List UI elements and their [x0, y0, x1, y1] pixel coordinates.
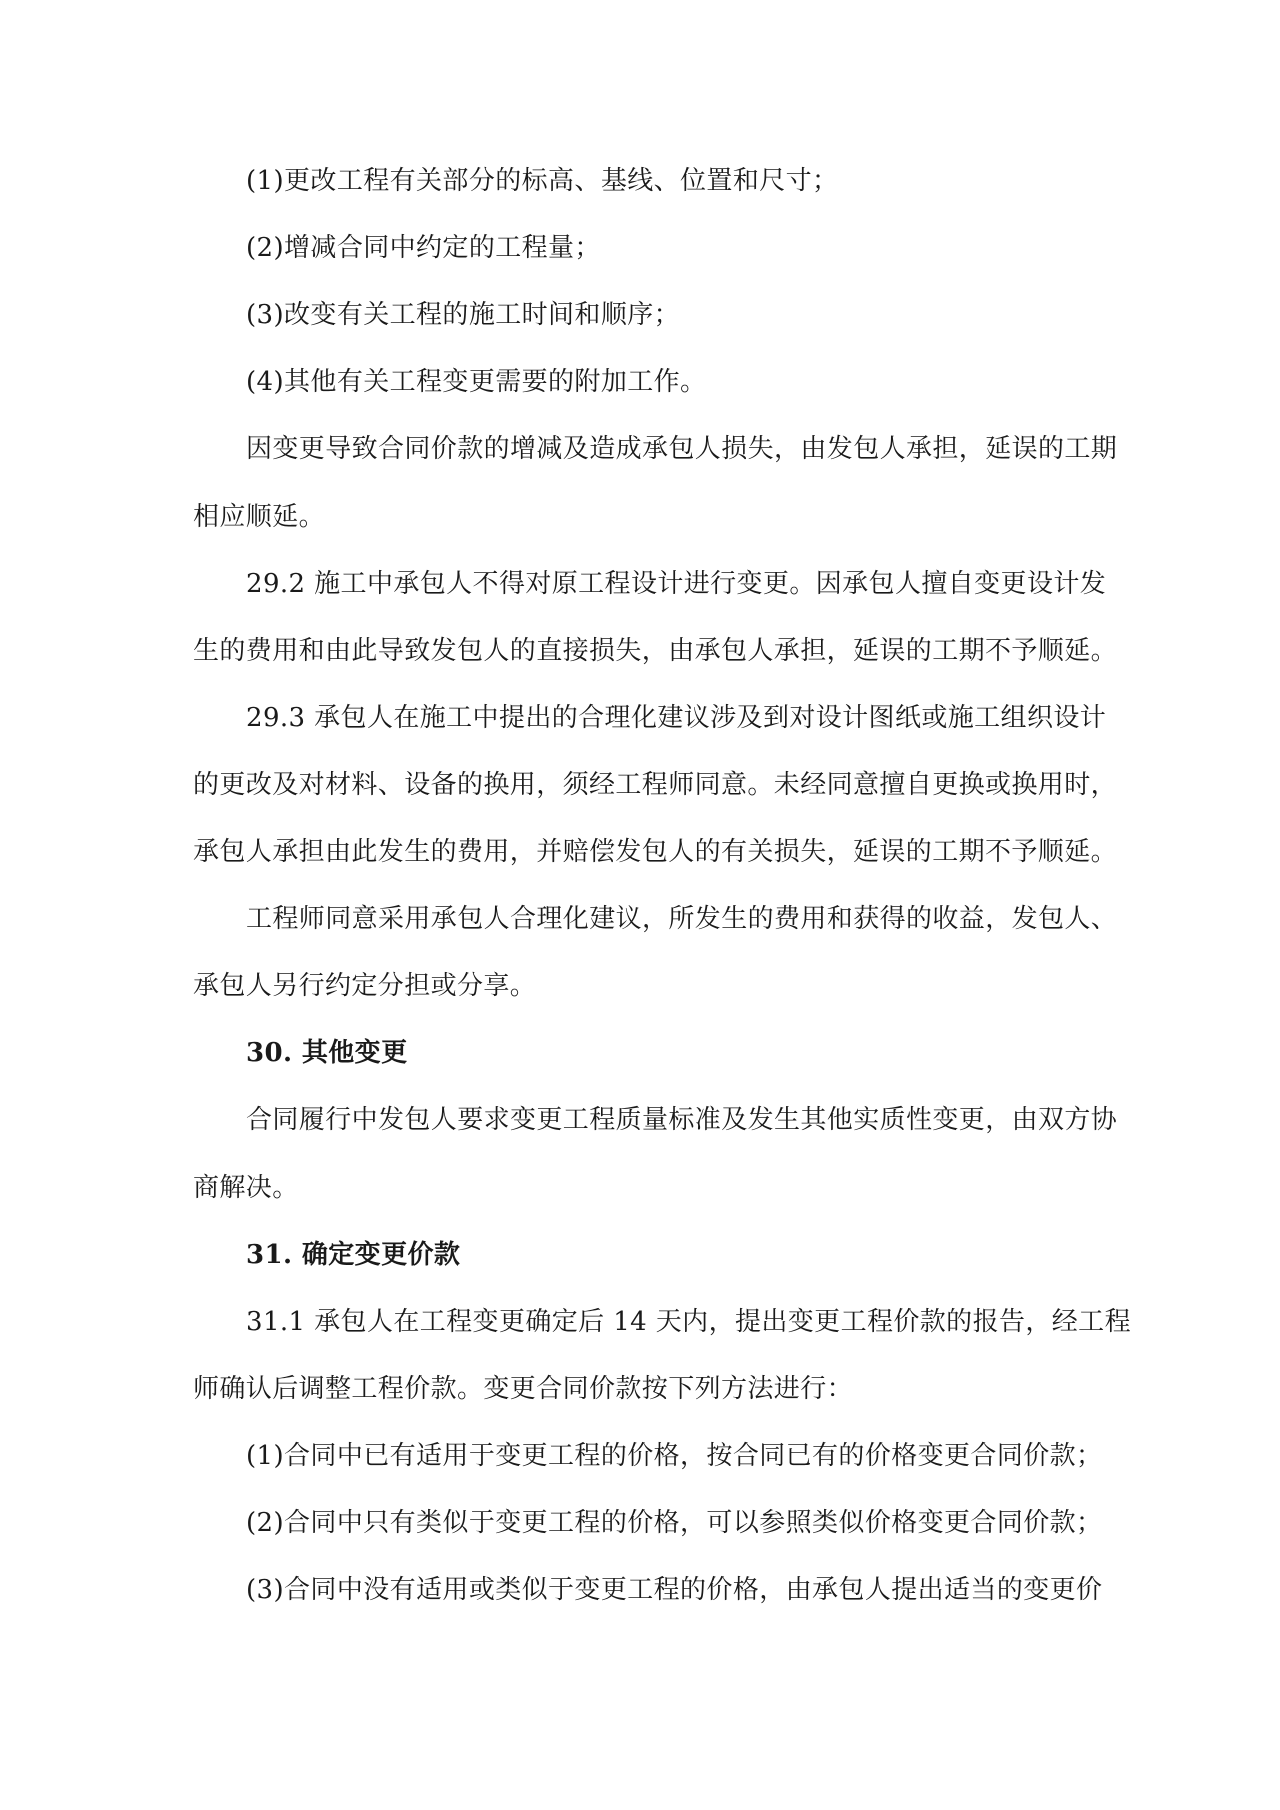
section-heading-31: 31. 确定变更价款: [246, 1240, 461, 1270]
paragraph-line: 商解决。: [193, 1173, 299, 1203]
paragraph-line: 生的费用和由此导致发包人的直接损失，由承包人承担，延误的工期不予顺延。: [193, 636, 1118, 666]
list-item: (2)增减合同中约定的工程量；: [246, 233, 601, 263]
paragraph-line: 承包人另行约定分担或分享。: [193, 971, 537, 1001]
list-item: (4)其他有关工程变更需要的附加工作。: [246, 367, 707, 397]
clause-31-1-line: 31.1 承包人在工程变更确定后 14 天内，提出变更工程价款的报告，经工程: [246, 1307, 1131, 1337]
paragraph-line: 因变更导致合同价款的增减及造成承包人损失，由发包人承担，延误的工期: [246, 434, 1118, 464]
list-item: (3)合同中没有适用或类似于变更工程的价格，由承包人提出适当的变更价: [246, 1575, 1103, 1605]
paragraph-line: 合同履行中发包人要求变更工程质量标准及发生其他实质性变更，由双方协: [246, 1105, 1118, 1135]
paragraph-line: 相应顺延。: [193, 502, 326, 532]
paragraph-line: 工程师同意采用承包人合理化建议，所发生的费用和获得的收益，发包人、: [246, 904, 1118, 934]
paragraph-line: 师确认后调整工程价款。变更合同价款按下列方法进行：: [193, 1374, 854, 1404]
clause-29-2-line: 29.2 施工中承包人不得对原工程设计进行变更。因承包人擅自变更设计发: [246, 569, 1107, 599]
list-item: (1)合同中已有适用于变更工程的价格，按合同已有的价格变更合同价款；: [246, 1441, 1103, 1471]
section-heading-30: 30. 其他变更: [246, 1038, 408, 1068]
paragraph-line: 承包人承担由此发生的费用，并赔偿发包人的有关损失，延误的工期不予顺延。: [193, 837, 1118, 867]
list-item: (1)更改工程有关部分的标高、基线、位置和尺寸；: [246, 166, 839, 196]
paragraph-line: 的更改及对材料、设备的换用，须经工程师同意。未经同意擅自更换或换用时，: [193, 770, 1118, 800]
clause-29-3-line: 29.3 承包人在施工中提出的合理化建议涉及到对设计图纸或施工组织设计: [246, 703, 1107, 733]
list-item: (3)改变有关工程的施工时间和顺序；: [246, 300, 681, 330]
list-item: (2)合同中只有类似于变更工程的价格，可以参照类似价格变更合同价款；: [246, 1508, 1103, 1538]
